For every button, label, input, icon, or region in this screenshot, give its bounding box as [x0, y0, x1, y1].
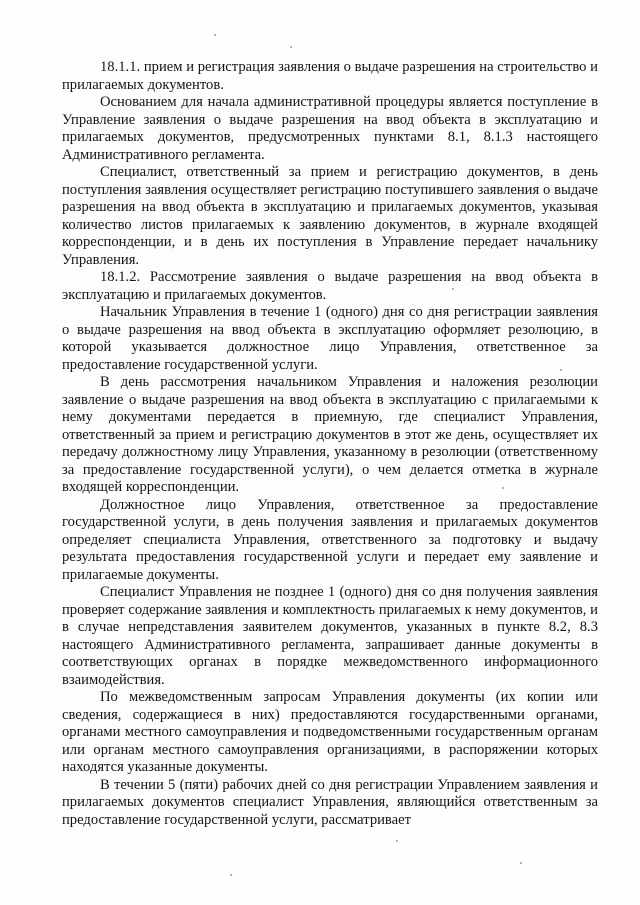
scan-speck — [214, 34, 216, 36]
paragraph-18-1-2: 18.1.2. Рассмотрение заявления о выдаче разрешения на ввод объекта в эксплуатацию и прилагаемых документов. — [62, 269, 598, 303]
scan-speck — [520, 862, 522, 864]
paragraph-interagency-requests: По межведомственным запросам Управления документы (их копии или сведения, содержащиеся в них) предоставляются государственными органами, органами местного самоуправления и подведомственными государственным органам или органам местного самоуправления организациями, в распоряжении которых находятся указанные документы. — [62, 689, 598, 775]
paragraph-18-1-1: 18.1.1. прием и регистрация заявления о выдаче разрешения на строительство и прилагаемых документов. — [62, 59, 598, 93]
paragraph-transfer-to-reception: В день рассмотрения начальником Управления и наложения резолюции заявление о выдаче разрешения на ввод объекта в эксплуатацию с прилагаемыми к нему документами передается в приемную, где специалист Управления, ответственный за прием и регистрацию документов в этот же день, осуществляет их передачу должностному лицу Управления, указанному в резолюции (ответственному за предоставление государственной услуги), о чем делается отметка в журнале входящей корреспонденции. — [62, 374, 598, 495]
document-body — [62, 59, 598, 829]
scan-speck — [290, 46, 292, 48]
paragraph-official-assigns: Должностное лицо Управления, ответственное за предоставление государственной услуги, в день получения заявления и прилагаемых документов определяет специалиста Управления, ответственного за подготовку и выдачу результата предоставления государственной услуги и передает ему заявление и прилагаемые документы. — [62, 496, 598, 583]
scan-speck — [396, 840, 398, 842]
paragraph-head-resolution: Начальник Управления в течение 1 (одного) дня со дня регистрации заявления о выдаче разрешения на ввод объекта в эксплуатацию оформляет резолюцию, в которой указывается должностное лицо Управления, ответственное за предоставление государственной услуги. — [62, 304, 598, 373]
paragraph-five-days: В течении 5 (пяти) рабочих дней со дня регистрации Управлением заявления и прилагаемых документов специалист Управления, являющийся ответственным за предоставление государственной услуги, рассматривает — [62, 776, 598, 828]
paragraph-basis: Основанием для начала административной процедуры является поступление в Управление заявления о выдаче разрешения на ввод объекта в эксплуатацию и прилагаемых документов, предусмотренных пунктами 8.1, 8.1.3 настоящего Административного регламента. — [62, 94, 598, 163]
scan-speck — [230, 874, 232, 876]
paragraph-registration-specialist: Специалист, ответственный за прием и регистрацию документов, в день поступления заявления осуществляет регистрацию поступившего заявления о выдаче разрешения на ввод объекта в эксплуатацию и прилагаемых документов, указывая количество листов прилагаемых к заявлению документов, в журнале входящей корреспонденции, и в день их поступления в Управление передает начальнику Управления. — [62, 164, 598, 268]
paragraph-specialist-checks: Специалист Управления не позднее 1 (одного) дня со дня получения заявления проверяет содержание заявления и комплектность прилагаемых к нему документов, и в случае непредставления заявителем документов, указанных в пункте 8.2, 8.3 настоящего Административного регламента, запрашивает данные документы в соответствующих органах в порядке межведомственного информационного взаимодействия. — [62, 584, 598, 688]
